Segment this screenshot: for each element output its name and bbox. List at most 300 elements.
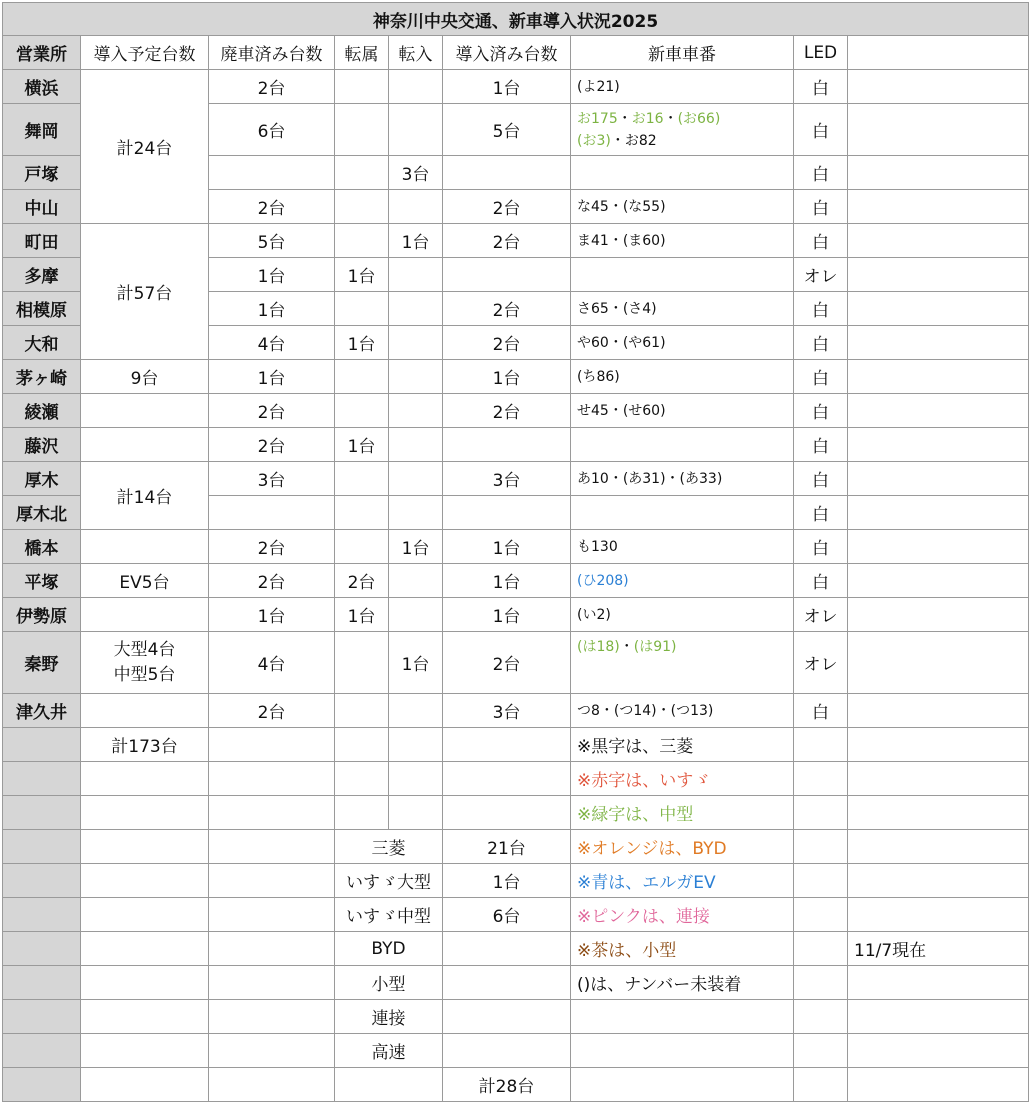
blank-cell [209, 898, 335, 932]
extra-cell [848, 224, 1029, 258]
blank-cell [794, 796, 848, 830]
car-number: な45・(な55) [577, 198, 666, 215]
office-cell: 横浜 [3, 70, 81, 104]
maker-count [443, 1000, 571, 1034]
office-cell: 多摩 [3, 258, 81, 292]
planned-group-cell [81, 632, 209, 694]
legend-item: ※オレンジは、BYD [571, 830, 794, 864]
maker-count [443, 932, 571, 966]
transfer-out-cell [335, 292, 389, 326]
transfer-in-cell [389, 394, 443, 428]
blank-cell [81, 966, 209, 1000]
blank-cell [81, 898, 209, 932]
transfer-in-cell: 1台 [389, 224, 443, 258]
table-row [3, 428, 1029, 462]
led-cell: 白 [794, 326, 848, 360]
planned-cell [81, 598, 209, 632]
blank-cell [794, 728, 848, 762]
office-cell: 町田 [3, 224, 81, 258]
maker-name: 高速 [335, 1034, 443, 1068]
blank-cell [81, 864, 209, 898]
office-cell: 茅ヶ崎 [3, 360, 81, 394]
blank-cell [209, 830, 335, 864]
header-extra [848, 36, 1029, 70]
as-of-date: 11/7現在 [848, 932, 1029, 966]
table-row [3, 224, 1029, 258]
blank-cell [389, 796, 443, 830]
planned-group-cell: EV5台 [81, 564, 209, 598]
separator: ・ [619, 639, 634, 655]
retired-cell [209, 496, 335, 530]
header-car-numbers: 新車車番 [571, 36, 794, 70]
extra-cell [848, 496, 1029, 530]
car-number: や60・(や61) [577, 334, 666, 351]
blank-cell [335, 1068, 443, 1102]
transfer-out-cell [335, 394, 389, 428]
car-number: つ8・(つ14)・(つ13) [577, 702, 714, 719]
summary-row [3, 1034, 1029, 1068]
office-cell: 相模原 [3, 292, 81, 326]
maker-name: BYD [335, 932, 443, 966]
blank-cell [571, 1000, 794, 1034]
car-number: (お66) [677, 110, 721, 127]
blank-cell [848, 898, 1029, 932]
retired-cell: 1台 [209, 598, 335, 632]
planned-cell [81, 694, 209, 728]
table-row [3, 632, 1029, 694]
introduced-cell: 3台 [443, 462, 571, 496]
blank-cell [81, 1034, 209, 1068]
transfer-in-cell [389, 292, 443, 326]
retired-cell: 4台 [209, 632, 335, 694]
retired-cell: 2台 [209, 190, 335, 224]
planned-group-cell: 9台 [81, 360, 209, 394]
introduced-cell: 2台 [443, 632, 571, 694]
led-cell: オレ [794, 632, 848, 694]
led-cell: 白 [794, 428, 848, 462]
office-cell: 秦野 [3, 632, 81, 694]
summary-row [3, 898, 1029, 932]
blank-cell [443, 762, 571, 796]
car-number: お16 [631, 110, 664, 127]
blank-cell [209, 1000, 335, 1034]
led-cell: 白 [794, 694, 848, 728]
office-cell: 中山 [3, 190, 81, 224]
office-cell [3, 762, 81, 796]
car-number: お175 [577, 110, 618, 127]
transfer-in-cell [389, 694, 443, 728]
blank-cell [209, 796, 335, 830]
summary-row [3, 864, 1029, 898]
blank-cell [81, 796, 209, 830]
office-cell [3, 1000, 81, 1034]
introduced-cell: 2台 [443, 224, 571, 258]
introduced-cell [443, 428, 571, 462]
introduced-cell: 3台 [443, 694, 571, 728]
office-cell: 舞岡 [3, 104, 81, 156]
blank-cell [335, 762, 389, 796]
summary-row [3, 762, 1029, 796]
header-row [3, 36, 1029, 70]
legend-item: ()は、ナンバー未装着 [571, 966, 794, 1000]
blank-cell [335, 728, 389, 762]
blank-cell [794, 898, 848, 932]
maker-name: 三菱 [335, 830, 443, 864]
planned-cell [81, 394, 209, 428]
table-row [3, 530, 1029, 564]
office-cell: 津久井 [3, 694, 81, 728]
blank-cell [209, 762, 335, 796]
transfer-in-cell: 1台 [389, 530, 443, 564]
car-number: あ10・(あ31)・(あ33) [577, 470, 723, 487]
car-numbers-cell [571, 428, 794, 462]
blank-cell [848, 966, 1029, 1000]
retired-cell: 2台 [209, 530, 335, 564]
legend-item: ※青は、エルガEV [571, 864, 794, 898]
retired-cell: 2台 [209, 428, 335, 462]
car-numbers-cell [571, 462, 794, 496]
led-cell: 白 [794, 224, 848, 258]
retired-cell: 2台 [209, 564, 335, 598]
transfer-out-cell: 2台 [335, 564, 389, 598]
led-cell: オレ [794, 598, 848, 632]
led-cell: 白 [794, 292, 848, 326]
car-number: せ45・(せ60) [577, 402, 666, 419]
extra-cell [848, 190, 1029, 224]
header-led: LED [794, 36, 848, 70]
extra-cell [848, 428, 1029, 462]
retired-cell: 1台 [209, 360, 335, 394]
introduced-cell [443, 156, 571, 190]
transfer-in-cell [389, 190, 443, 224]
car-numbers-cell [571, 104, 794, 156]
separator: ・ [610, 132, 625, 149]
retired-cell [209, 156, 335, 190]
maker-name: 小型 [335, 966, 443, 1000]
retired-cell: 2台 [209, 70, 335, 104]
maker-count: 1台 [443, 864, 571, 898]
blank-cell [848, 762, 1029, 796]
car-number: (は18) [577, 639, 620, 655]
vehicle-status-table [2, 2, 1029, 1102]
planned-cell [81, 530, 209, 564]
extra-cell [848, 292, 1029, 326]
blank-cell [81, 762, 209, 796]
transfer-in-cell [389, 462, 443, 496]
table-row [3, 462, 1029, 496]
introduced-cell: 1台 [443, 70, 571, 104]
transfer-out-cell [335, 70, 389, 104]
legend-item: ※赤字は、いすゞ [571, 762, 794, 796]
planned-group-cell: 計57台 [81, 224, 209, 360]
blank-cell [335, 796, 389, 830]
transfer-in-cell [389, 598, 443, 632]
planned-medium: 中型5台 [113, 664, 176, 685]
header-transfer-in: 転入 [389, 36, 443, 70]
blank-cell [794, 830, 848, 864]
office-cell [3, 796, 81, 830]
transfer-in-cell [389, 564, 443, 598]
transfer-out-cell: 1台 [335, 326, 389, 360]
car-numbers-cell [571, 224, 794, 258]
led-cell: 白 [794, 496, 848, 530]
extra-cell [848, 598, 1029, 632]
office-cell: 大和 [3, 326, 81, 360]
car-number: (ち86) [577, 368, 620, 385]
car-numbers-cell [571, 564, 794, 598]
blank-cell [81, 830, 209, 864]
blank-cell [848, 796, 1029, 830]
retired-cell: 5台 [209, 224, 335, 258]
blank-cell [794, 1034, 848, 1068]
planned-group-cell: 計14台 [81, 462, 209, 530]
introduced-cell: 2台 [443, 292, 571, 326]
transfer-out-cell [335, 496, 389, 530]
led-cell: 白 [794, 462, 848, 496]
introduced-cell: 1台 [443, 564, 571, 598]
table-row [3, 394, 1029, 428]
introduced-cell: 2台 [443, 394, 571, 428]
transfer-in-cell [389, 360, 443, 394]
transfer-in-cell [389, 104, 443, 156]
header-retired: 廃車済み台数 [209, 36, 335, 70]
header-introduced: 導入済み台数 [443, 36, 571, 70]
car-number: さ65・(さ4) [577, 300, 657, 317]
car-numbers-cell [571, 258, 794, 292]
blank-cell [794, 966, 848, 1000]
office-cell: 綾瀬 [3, 394, 81, 428]
car-number: (よ21) [577, 78, 620, 95]
retired-cell: 3台 [209, 462, 335, 496]
car-numbers-cell [571, 394, 794, 428]
introduced-cell [443, 496, 571, 530]
retired-cell: 2台 [209, 394, 335, 428]
table-row [3, 360, 1029, 394]
header-transfer-out: 転属 [335, 36, 389, 70]
table-row [3, 694, 1029, 728]
office-cell [3, 830, 81, 864]
car-numbers-cell [571, 360, 794, 394]
transfer-in-cell [389, 70, 443, 104]
blank-cell [443, 796, 571, 830]
extra-cell [848, 326, 1029, 360]
maker-count: 21台 [443, 830, 571, 864]
extra-cell [848, 462, 1029, 496]
transfer-in-cell: 1台 [389, 632, 443, 694]
led-cell: 白 [794, 70, 848, 104]
office-cell: 藤沢 [3, 428, 81, 462]
summary-row [3, 796, 1029, 830]
led-cell: 白 [794, 394, 848, 428]
car-number: (は91) [633, 639, 677, 655]
maker-count [443, 966, 571, 1000]
introduced-cell: 5台 [443, 104, 571, 156]
summary-row [3, 728, 1029, 762]
car-numbers-cell [571, 496, 794, 530]
car-numbers-cell [571, 70, 794, 104]
extra-cell [848, 632, 1029, 694]
transfer-in-cell [389, 326, 443, 360]
blank-cell [848, 728, 1029, 762]
blank-cell [848, 1068, 1029, 1102]
maker-count [443, 1034, 571, 1068]
blank-cell [81, 1068, 209, 1102]
summary-row [3, 932, 1029, 966]
extra-cell [848, 564, 1029, 598]
car-number: も130 [577, 538, 618, 555]
planned-large: 大型4台 [113, 639, 176, 660]
maker-name: 連接 [335, 1000, 443, 1034]
blank-cell [848, 1000, 1029, 1034]
car-numbers-cell [571, 292, 794, 326]
retired-cell: 2台 [209, 694, 335, 728]
car-number: (お3) [577, 132, 611, 149]
office-cell: 厚木 [3, 462, 81, 496]
extra-cell [848, 360, 1029, 394]
table-row [3, 70, 1029, 104]
office-cell [3, 932, 81, 966]
sheet-title: 神奈川中央交通、新車導入状況2025 [3, 3, 1029, 36]
extra-cell [848, 394, 1029, 428]
retired-cell: 6台 [209, 104, 335, 156]
transfer-out-cell [335, 530, 389, 564]
blank-cell [209, 864, 335, 898]
transfer-in-cell [389, 496, 443, 530]
transfer-in-cell [389, 258, 443, 292]
car-numbers-cell [571, 326, 794, 360]
transfer-out-cell: 1台 [335, 428, 389, 462]
maker-name: いすゞ中型 [335, 898, 443, 932]
transfer-out-cell [335, 156, 389, 190]
introduced-cell [443, 258, 571, 292]
blank-cell [794, 1068, 848, 1102]
car-numbers-cell [571, 156, 794, 190]
blank-cell [81, 932, 209, 966]
car-numbers-cell [571, 598, 794, 632]
summary-row [3, 1000, 1029, 1034]
blank-cell [794, 762, 848, 796]
car-numbers-cell [571, 694, 794, 728]
extra-cell [848, 530, 1029, 564]
transfer-out-cell [335, 104, 389, 156]
blank-cell [794, 1000, 848, 1034]
transfer-out-cell: 1台 [335, 598, 389, 632]
table-row [3, 598, 1029, 632]
blank-cell [209, 1034, 335, 1068]
table-row [3, 564, 1029, 598]
separator: ・ [663, 110, 678, 127]
blank-cell [571, 1068, 794, 1102]
led-cell: 白 [794, 360, 848, 394]
office-cell [3, 898, 81, 932]
separator: ・ [617, 110, 632, 127]
introduced-cell: 1台 [443, 360, 571, 394]
retired-cell: 1台 [209, 292, 335, 326]
transfer-in-cell: 3台 [389, 156, 443, 190]
transfer-out-cell [335, 632, 389, 694]
office-cell: 平塚 [3, 564, 81, 598]
extra-cell [848, 258, 1029, 292]
summary-row [3, 966, 1029, 1000]
introduced-cell: 1台 [443, 598, 571, 632]
blank-cell [848, 864, 1029, 898]
maker-count: 6台 [443, 898, 571, 932]
planned-cell [81, 428, 209, 462]
blank-cell [209, 966, 335, 1000]
maker-name: いすゞ大型 [335, 864, 443, 898]
introduced-cell: 2台 [443, 190, 571, 224]
office-cell [3, 1034, 81, 1068]
led-cell: オレ [794, 258, 848, 292]
led-cell: 白 [794, 104, 848, 156]
transfer-out-cell: 1台 [335, 258, 389, 292]
blank-cell [389, 728, 443, 762]
led-cell: 白 [794, 156, 848, 190]
car-numbers-cell [571, 632, 794, 694]
legend-item: ※ピンクは、連接 [571, 898, 794, 932]
blank-cell [848, 830, 1029, 864]
blank-cell [81, 1000, 209, 1034]
car-number: お82 [624, 132, 657, 149]
transfer-out-cell [335, 360, 389, 394]
retired-cell: 1台 [209, 258, 335, 292]
summary-row [3, 1068, 1029, 1102]
office-cell: 戸塚 [3, 156, 81, 190]
transfer-in-cell [389, 428, 443, 462]
transfer-out-cell [335, 462, 389, 496]
car-numbers-cell [571, 530, 794, 564]
header-office: 営業所 [3, 36, 81, 70]
extra-cell [848, 104, 1029, 156]
led-cell: 白 [794, 564, 848, 598]
extra-cell [848, 70, 1029, 104]
led-cell: 白 [794, 190, 848, 224]
legend-item: ※茶は、小型 [571, 932, 794, 966]
blank-cell [209, 1068, 335, 1102]
introduced-cell: 2台 [443, 326, 571, 360]
extra-cell [848, 156, 1029, 190]
led-cell: 白 [794, 530, 848, 564]
office-cell [3, 728, 81, 762]
transfer-out-cell [335, 224, 389, 258]
transfer-out-cell [335, 694, 389, 728]
office-cell: 伊勢原 [3, 598, 81, 632]
blank-cell [209, 932, 335, 966]
car-number: (ひ208) [577, 572, 629, 589]
car-number: ま41・(ま60) [577, 232, 666, 249]
blank-cell [209, 728, 335, 762]
blank-cell [794, 932, 848, 966]
retired-cell: 4台 [209, 326, 335, 360]
blank-cell [443, 728, 571, 762]
transfer-out-cell [335, 190, 389, 224]
car-number: (い2) [577, 606, 611, 623]
introduced-cell: 1台 [443, 530, 571, 564]
office-cell [3, 966, 81, 1000]
extra-cell [848, 694, 1029, 728]
summary-row [3, 830, 1029, 864]
total-planned: 計173台 [81, 728, 209, 762]
office-cell [3, 864, 81, 898]
total-introduced: 計28台 [443, 1068, 571, 1102]
legend-item: ※黒字は、三菱 [571, 728, 794, 762]
blank-cell [389, 762, 443, 796]
office-cell: 橋本 [3, 530, 81, 564]
car-numbers-cell [571, 190, 794, 224]
blank-cell [848, 1034, 1029, 1068]
office-cell [3, 1068, 81, 1102]
header-planned: 導入予定台数 [81, 36, 209, 70]
